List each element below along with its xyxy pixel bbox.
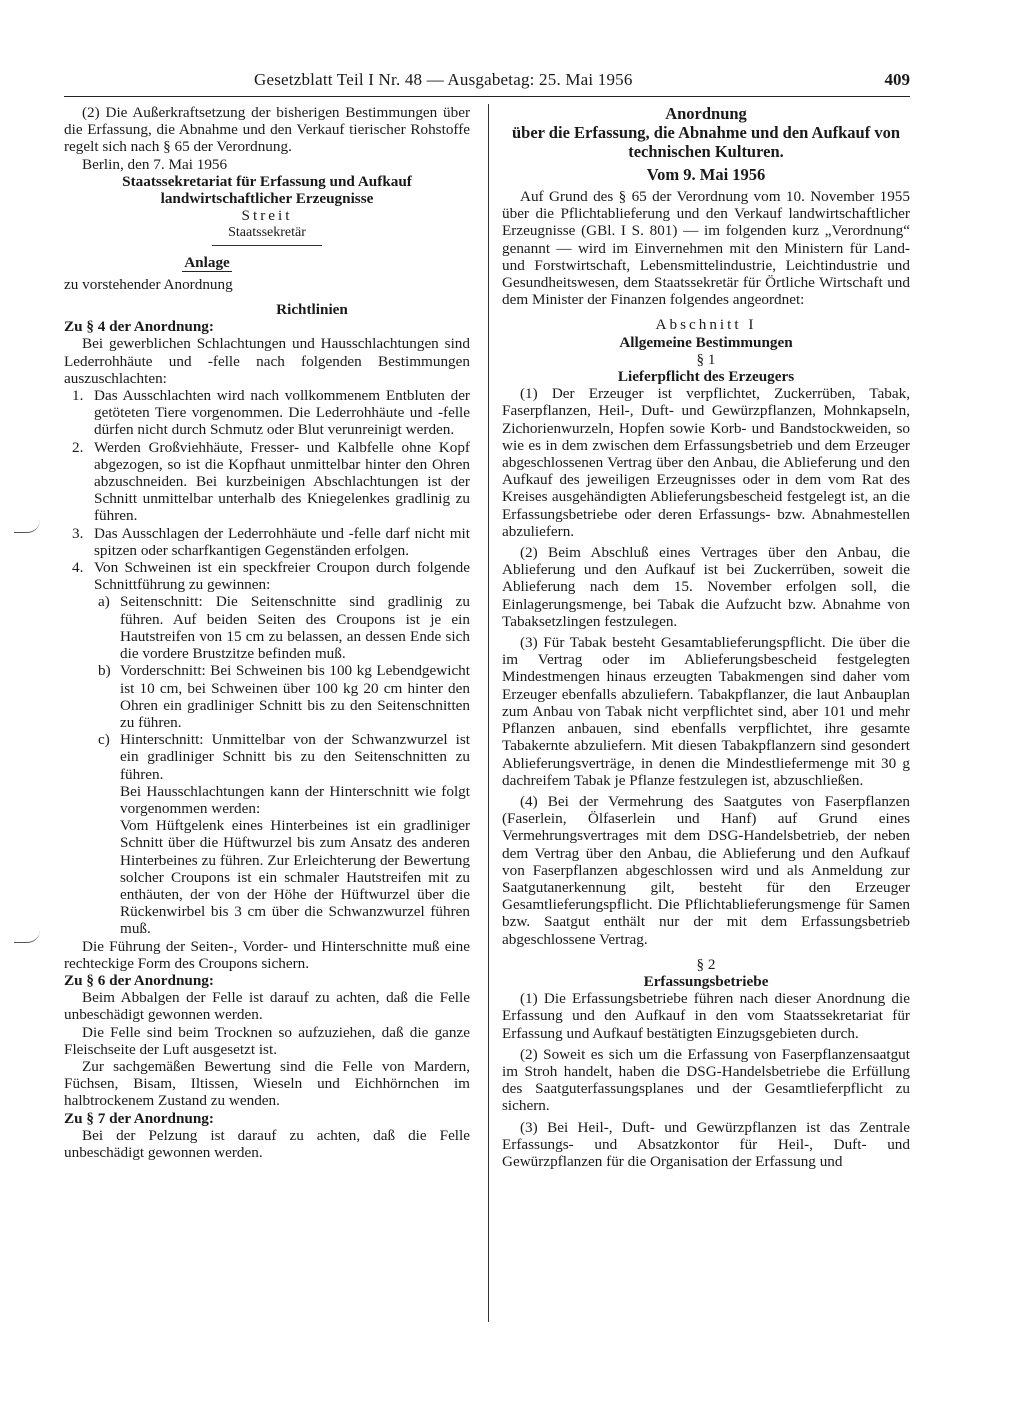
paragraph-title: Erfassungsbetriebe bbox=[643, 972, 769, 990]
zu7-heading: Zu § 7 der Anordnung: bbox=[64, 1109, 214, 1127]
list-item: 3. Das Ausschlagen der Lederrohhäute und -felle darf nicht mit spitzen oder scharfkantigen Gegenständen erfolgen. bbox=[72, 524, 470, 559]
anlage-heading: Anlage bbox=[184, 253, 230, 271]
clause: (3) Für Tabak besteht Gesamtablieferungspflicht. Die über die im Vertrag oder im Ablieferungsbescheid festgelegten Mindestmengen hinaus erzeugten Tabakmengen sind daher vom Erzeuger ebenfalls abzuliefern. Tabakpflanzer, die laut Anbauplan zum Anbau von Tabak nicht verpflichtet sind, aber 101 und mehr Pflanzen anbauen, sind ebenfalls verpflichtet, ihre gesamte Tabakernte abzuliefern. Mit diesen Tabakpflanzern sind gesondert Ablieferungsverträge, in denen die Mindestliefermenge mit 30 g dachreifem Tabak je Pflanze festzulegen ist, abzuschließen. bbox=[502, 634, 910, 789]
header-rule bbox=[64, 96, 910, 97]
left-column bbox=[64, 104, 470, 1161]
clause: (4) Bei der Vermehrung des Saatgutes von Faserpflanzen (Faserlein, Ölfaserlein und Hanf) auf Grund eines Vermehrungsvertrages mit dem DSG-Handelsbetrieb, der neben dem Vertrag über den Anbau, die Ablieferung und den Aufkauf von Faserpflanzen abgeschlossen wird und als Anmeldung zur Saatgutanerkennung gilt, besteht für den Erzeuger Gesamtlieferungspflicht. Die Pflichtablieferungsmenge für Samen bzw. Saatgut enthält nur der mit dem Erfassungsbetrieb abgeschlossene Vertrag. bbox=[502, 792, 910, 948]
clause: (2) Soweit es sich um die Erfassung von Faserpflanzensaatgut im Stroh handelt, haben die DSG-Handelsbetriebe die Erfüllung des Saatguterfassungsplanes und der Gesamtlieferpflicht zu sichern. bbox=[502, 1045, 910, 1115]
signer-name: Streit bbox=[241, 207, 293, 225]
right-column bbox=[502, 104, 910, 1170]
zu4-intro: Bei gewerblichen Schlachtungen und Hausschlachtungen sind Lederrohhäute und -felle nach folgenden Bestimmungen auszuschlachten: bbox=[64, 335, 470, 387]
intro-paragraph: (2) Die Außerkraftsetzung der bisherigen Bestimmungen über die Erfassung, die Abnahme und den Verkauf tierischer Rohstoffe regelt sich nach § 65 der Verordnung. bbox=[64, 104, 470, 156]
paragraph-title: Lieferpflicht des Erzeugers bbox=[617, 368, 795, 386]
issuing-authority: Staatssekretariat für Erfassung und Aufkauf landwirtschaftlicher Erzeugnisse bbox=[122, 172, 412, 208]
ordinance-subtitle: über die Erfassung, die Abnahme und den Aufkauf von technischen Kulturen. bbox=[511, 123, 901, 161]
list-item: 2. Werden Großviehhäute, Fresser- und Kalbfelle ohne Kopf abgezogen, so ist die Kopfhaut unmittelbar hinter den Ohren abzuschneiden. Bei kurzbeinigen Abschlachtungen ist der Schnitt unmittelbar unterhalb des Kniegelenkes gradlinig zu führen. bbox=[72, 438, 470, 525]
section-label: Abschnitt I bbox=[655, 316, 757, 334]
page-number: 409 bbox=[884, 70, 910, 89]
anlage-subtitle: zu vorstehender Anordnung bbox=[64, 275, 233, 293]
clause: (2) Beim Abschluß eines Vertrages über den Anbau, die Ablieferung und den Aufkauf ist bei Zuckerrüben, soweit die Ablieferung nach dem 15. November erfolgen soll, die Einlagerungsmenge, bei Tabak die Aufzucht bzw. Abnahme von Tabaksetzlingen festzulegen. bbox=[502, 544, 910, 630]
sub-item: b) Vorderschnitt: Bei Schweinen bis 100 kg Lebendgewicht ist 10 cm, bei Schweinen über 100 kg 20 cm hinter den Ohren ein gradliniger Schnitt bis zu den Seitenschnitten zu führen. bbox=[98, 662, 470, 731]
richtlinien-heading: Richtlinien bbox=[276, 301, 348, 319]
sub-item: c) Hinterschnitt: Unmittelbar von der Schwanzwurzel ist ein gradliniger Schnitt bis zu den Seitenschnitten zu führen. bbox=[98, 731, 470, 783]
zu4-heading: Zu § 4 der Anordnung: bbox=[64, 318, 214, 336]
zu6-paragraph: Beim Abbalgen der Felle ist darauf zu achten, daß die Felle unbeschädigt gewonnen werden. bbox=[64, 989, 470, 1024]
margin-tick-mark bbox=[14, 520, 40, 533]
clause: (1) Der Erzeuger ist verpflichtet, Zuckerrüben, Tabak, Faserpflanzen, Heil-, Duft- und Gewürzpflanzen, Mohnkapseln, Zichorienwurzeln, Hopfen sowie Korb- und Bandstockweiden, so wie es in dem zwischen dem Erfassungsbetrieb und dem Erzeuger abgeschlossenen Vertrag über den Anbau, die Ablieferung und den Aufkauf des jeweiligen Erzeugnisses oder in dem vom Rat des Kreises ausgehändigten Ablieferungsbescheid festgelegt ist, an die Erfassungsbetriebe oder deren Erfassungs- bzw. Abnahmestellen abzuliefern. bbox=[502, 385, 910, 540]
ordinance-date: Vom 9. Mai 1956 bbox=[646, 165, 766, 184]
paragraph-number: § 2 bbox=[696, 955, 716, 973]
clause: (1) Die Erfassungsbetriebe führen nach dieser Anordnung die Erfassung und den Aufkauf in den vom Staatssekretariat für Erfassung und Aufkauf bestätigten Einzugsgebieten durch. bbox=[502, 990, 910, 1042]
list-item: 1. Das Ausschlachten wird nach vollkommenem Entbluten der getöteten Tiere vorgenommen. Die Lederrohhäute und -felle dürfen nicht durch Schmutz oder Blut verunreinigt werden. bbox=[72, 387, 470, 439]
date-line: Berlin, den 7. Mai 1956 bbox=[82, 155, 228, 173]
zu6-paragraph: Die Felle sind beim Trocknen so aufzuziehen, daß die ganze Fleischseite der Luft ausgesetzt ist. bbox=[64, 1023, 470, 1058]
gazette-title: Gesetzblatt Teil I Nr. 48 — Ausgabetag: 25. Mai 1956 bbox=[254, 70, 633, 89]
paragraph-number: § 1 bbox=[696, 350, 716, 368]
column-divider bbox=[488, 104, 489, 1322]
sub-item-continuation: Vom Hüftgelenk eines Hinterbeines ist ein gradliniger Schnitt über die Hüftwurzel bis zum Ansatz des anderen Hinterbeines zu führen. Zur Erleichterung der Bewertung solcher Croupons ist ein schmaler Hautstreifen mit zu enthäuten, der von der Höhe der Hüftwurzel über die Rückenwirbel bis 3 cm über die Schwanzwurzel führen muß. bbox=[120, 817, 470, 938]
clause: (3) Bei Heil-, Duft- und Gewürzpflanzen ist das Zentrale Erfassungs- und Absatzkontor für Heil-, Duft- und Gewürzpflanzen für die Organisation der Erfassung und bbox=[502, 1118, 910, 1170]
signer-title: Staatssekretär bbox=[228, 225, 306, 241]
zu6-heading: Zu § 6 der Anordnung: bbox=[64, 971, 214, 989]
zu6-paragraph: Zur sachgemäßen Bewertung sind die Felle von Mardern, Füchsen, Bisam, Iltissen, Wieseln und Eichhörnchen im halbtrockenem Zustand zu wenden. bbox=[64, 1057, 470, 1110]
sub-item: a) Seitenschnitt: Die Seitenschnitte sind gradlinig zu führen. Auf beiden Seiten des Croupons ist je ein Hautstreifen von 15 cm zu belassen, an dessen Ende sich die vordere Brustzitze befinden muß. bbox=[98, 593, 470, 663]
page-header bbox=[64, 70, 910, 94]
preamble: Auf Grund des § 65 der Verordnung vom 10. November 1955 über die Pflichtablieferung und den Verkauf landwirtschaftlicher Erzeugnisse (GBl. I S. 801) — im folgenden kurz „Verordnung“ genannt — wird im Einvernehmen mit den Ministern für Land- und Forstwirtschaft, Lebensmittelindustrie, Leichtindustrie und Gesundheitswesen, dem Staatssekretär für Örtliche Wirtschaft und dem Minister der Finanzen folgendes angeordnet: bbox=[502, 188, 910, 309]
signature-rule bbox=[212, 245, 322, 246]
list-item: 4. Von Schweinen ist ein speckfreier Croupon durch folgende Schnittführung zu gewinnen: bbox=[72, 559, 470, 594]
margin-tick-mark bbox=[14, 930, 40, 943]
sub-item-continuation: Bei Hausschlachtungen kann der Hinterschnitt wie folgt vorgenommen werden: bbox=[120, 782, 470, 817]
section-title: Allgemeine Bestimmungen bbox=[619, 333, 793, 351]
form-paragraph: Die Führung der Seiten-, Vorder- und Hinterschnitte muß eine rechteckige Form des Croupons sichern. bbox=[64, 937, 470, 972]
zu7-paragraph: Bei der Pelzung ist darauf zu achten, daß die Felle unbeschädigt gewonnen werden. bbox=[64, 1126, 470, 1161]
ordinance-title: Anordnung bbox=[665, 104, 747, 123]
